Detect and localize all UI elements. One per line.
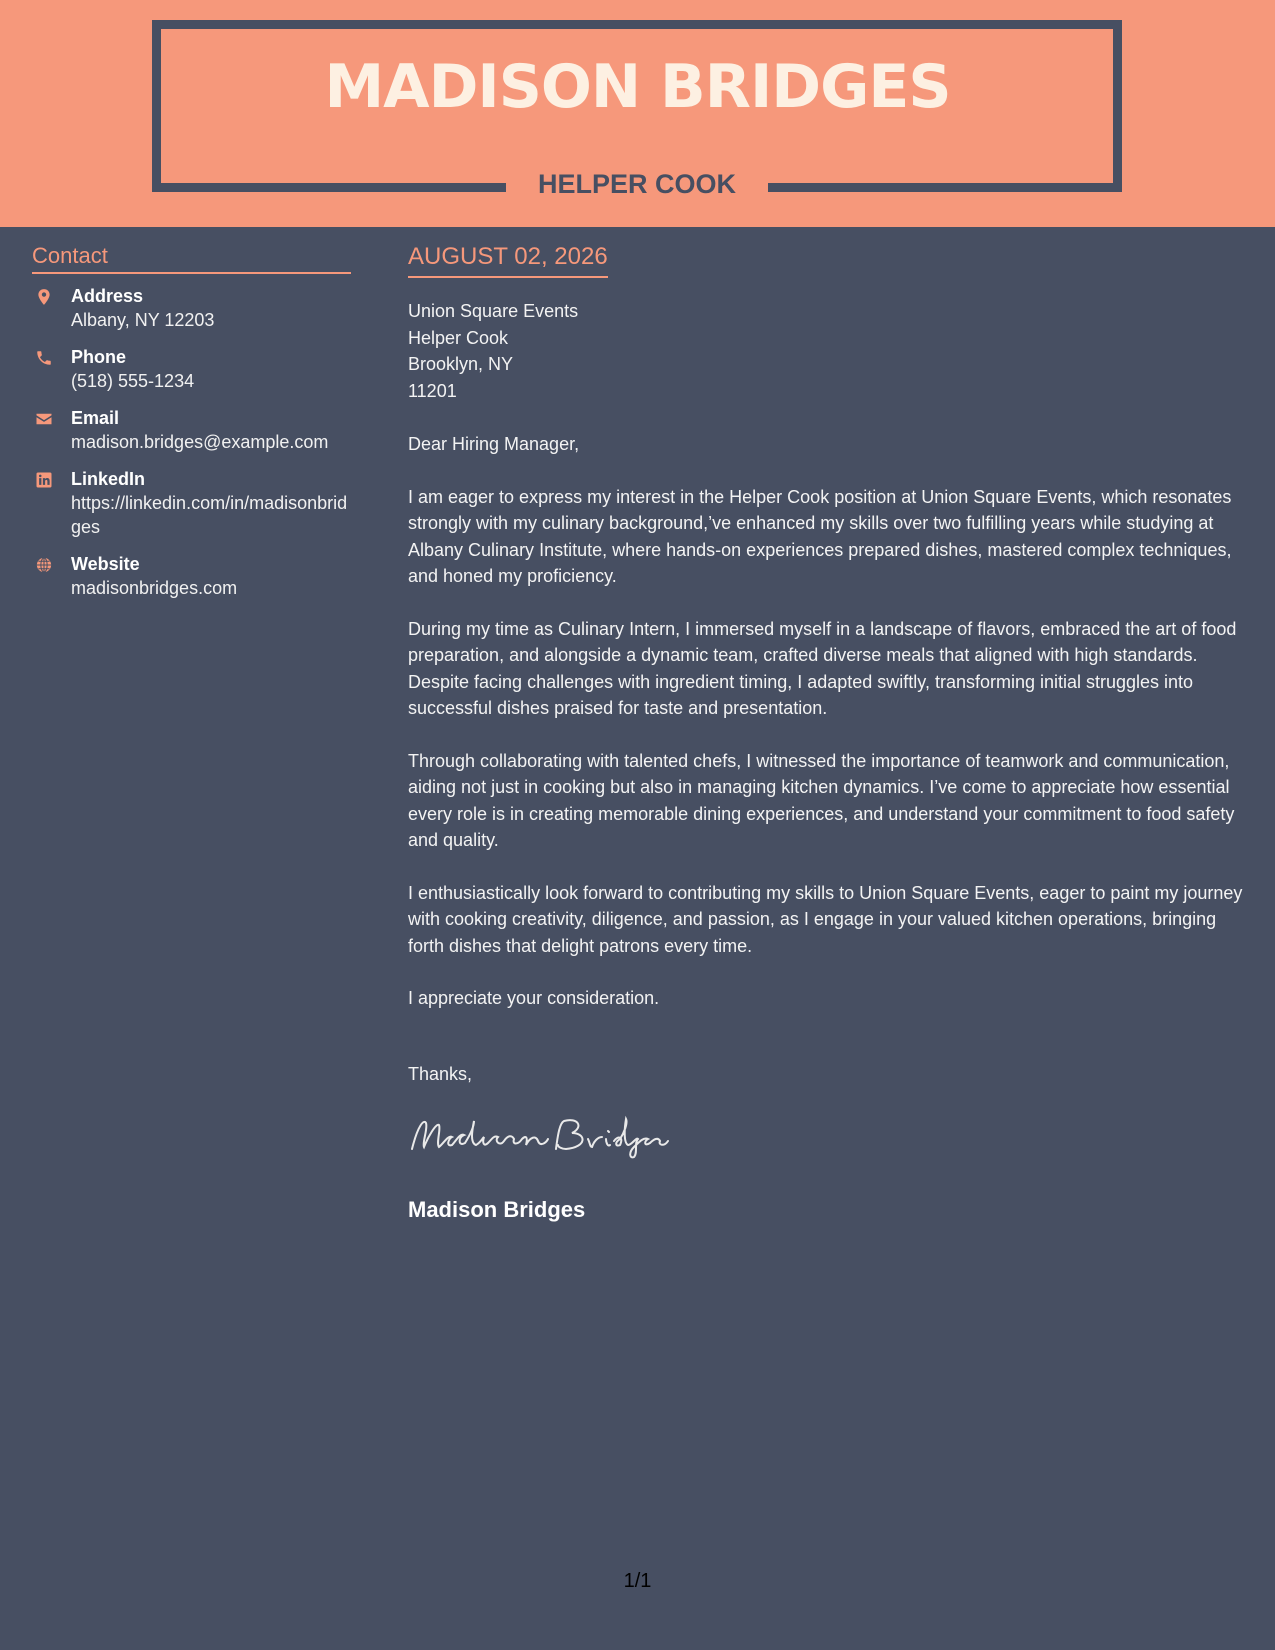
header-banner bbox=[0, 0, 1275, 227]
website-label: Website bbox=[71, 554, 140, 574]
signature-script-icon bbox=[408, 1113, 678, 1159]
letter-date: AUGUST 02, 2026 bbox=[408, 243, 608, 270]
phone-value[interactable]: (518) 555-1234 bbox=[71, 371, 195, 391]
contact-sidebar bbox=[32, 243, 351, 613]
contact-item-address bbox=[32, 284, 351, 332]
job-title-box bbox=[506, 160, 768, 210]
linkedin-value[interactable]: https://linkedin.com/in/madisonbridges bbox=[71, 493, 348, 537]
closing: Thanks, bbox=[408, 1063, 473, 1084]
job-title: HELPER COOK bbox=[537, 169, 737, 199]
contact-heading: Contact bbox=[32, 243, 351, 274]
contact-list bbox=[32, 284, 351, 600]
location-pin-icon bbox=[32, 284, 71, 332]
recipient-company: Union Square Events bbox=[408, 301, 579, 321]
email-label: Email bbox=[71, 408, 120, 428]
recipient-position: Helper Cook bbox=[408, 327, 509, 348]
contact-item-email bbox=[32, 406, 351, 454]
paragraph-1: I am eager to express my interest in the Helper Cook position at Union Square Events, which resonates strongly with my culinary background,’ve enhanced my skills over two fulfilling years while studying at Albany Culinary Institute, where hands-on experiences prepared dishes, mastered complex techniques, and honed my proficiency. bbox=[408, 486, 1232, 586]
phone-label: Phone bbox=[71, 347, 127, 367]
globe-icon bbox=[32, 552, 71, 600]
recipient-city: Brooklyn, NY bbox=[408, 354, 514, 374]
website-value[interactable]: madisonbridges.com bbox=[71, 578, 238, 598]
paragraph-3: Through collaborating with talented chefs, I witnessed the importance of teamwork and communication, aiding not just in cooking but also in managing kitchen dynamics. I’ve come to appreciate how essential every role is in creating memorable dining experiences, and understand your commitment to food safety and quality. bbox=[408, 750, 1235, 850]
recipient-block bbox=[408, 298, 1248, 404]
paragraph-4: I enthusiastically look forward to contributing my skills to Union Square Events, eager to paint my journey with cooking creativity, diligence, and passion, as I engage in your valued kitchen operations, bringing forth dishes that delight patrons every time. bbox=[408, 882, 1243, 956]
paragraph-5: I appreciate your consideration. bbox=[408, 988, 660, 1008]
letter-body bbox=[408, 243, 1248, 1223]
email-value[interactable]: madison.bridges@example.com bbox=[71, 432, 329, 452]
recipient-zip: 11201 bbox=[408, 380, 457, 401]
linkedin-label: LinkedIn bbox=[71, 469, 146, 489]
envelope-icon bbox=[32, 406, 71, 454]
linkedin-icon bbox=[32, 467, 71, 539]
contact-item-phone bbox=[32, 345, 351, 393]
phone-icon bbox=[32, 345, 71, 393]
candidate-name: MADISON BRIDGES bbox=[324, 52, 951, 122]
contact-item-linkedin bbox=[32, 467, 351, 539]
signature-image bbox=[408, 1113, 1248, 1159]
page-number: 1/1 bbox=[623, 1570, 652, 1592]
address-label: Address bbox=[71, 286, 144, 306]
signature-name: Madison Bridges bbox=[408, 1196, 586, 1222]
address-value: Albany, NY 12203 bbox=[71, 310, 215, 330]
salutation: Dear Hiring Manager, bbox=[408, 434, 580, 454]
date-block bbox=[408, 243, 608, 278]
contact-item-website bbox=[32, 552, 351, 600]
paragraph-2: During my time as Culinary Intern, I immersed myself in a landscape of flavors, embraced the art of food preparation, and alongside a dynamic team, crafted diverse meals that aligned with high standards. Despite facing challenges with ingredient timing, I adapted swiftly, transforming initial struggles into successful dishes praised for taste and presentation. bbox=[408, 618, 1237, 718]
